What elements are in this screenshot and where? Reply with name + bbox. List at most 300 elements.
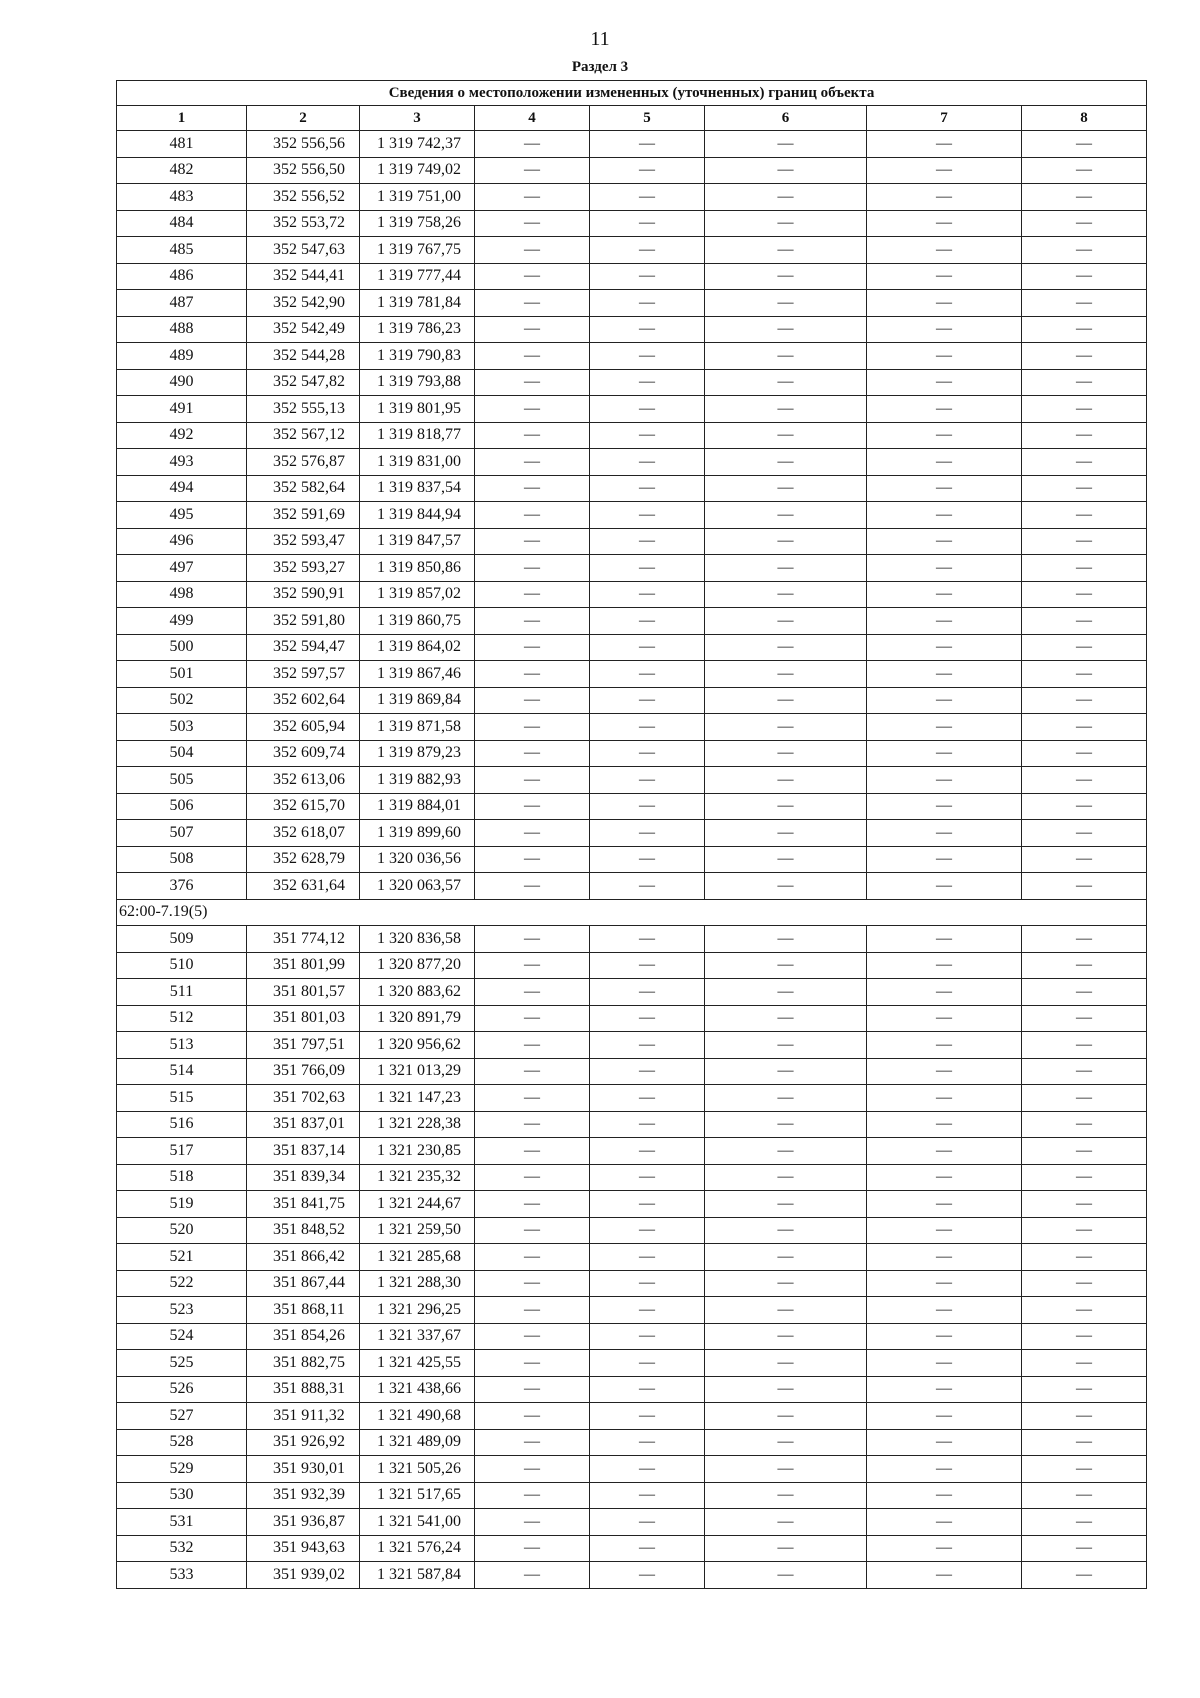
coordinate-x: 352 613,06	[247, 767, 360, 794]
point-number: 531	[117, 1509, 247, 1536]
coordinate-x: 351 868,11	[247, 1297, 360, 1324]
coordinate-y: 1 321 490,68	[360, 1403, 475, 1430]
point-number: 522	[117, 1270, 247, 1297]
dash-cell-col-5: —	[590, 1058, 705, 1085]
coordinate-x: 352 547,82	[247, 369, 360, 396]
dash-cell-col-6: —	[705, 952, 867, 979]
point-number: 490	[117, 369, 247, 396]
dash-cell-col-4: —	[475, 661, 590, 688]
dash-cell-col-8: —	[1022, 1058, 1147, 1085]
dash-cell-col-8: —	[1022, 369, 1147, 396]
dash-cell-col-5: —	[590, 316, 705, 343]
dash-cell-col-5: —	[590, 952, 705, 979]
dash-cell-col-5: —	[590, 343, 705, 370]
table-row	[117, 634, 1147, 661]
dash-cell-col-4: —	[475, 1376, 590, 1403]
table-row	[117, 661, 1147, 688]
column-number-3: 3	[360, 106, 475, 131]
dash-cell-col-8: —	[1022, 820, 1147, 847]
dash-cell-col-7: —	[867, 1376, 1022, 1403]
dash-cell-col-4: —	[475, 714, 590, 741]
table-row	[117, 873, 1147, 900]
dash-cell-col-8: —	[1022, 449, 1147, 476]
coordinate-y: 1 320 883,62	[360, 979, 475, 1006]
dash-cell-col-5: —	[590, 1138, 705, 1165]
dash-cell-col-5: —	[590, 1350, 705, 1377]
dash-cell-col-6: —	[705, 1085, 867, 1112]
table-row	[117, 793, 1147, 820]
dash-cell-col-8: —	[1022, 502, 1147, 529]
point-number: 510	[117, 952, 247, 979]
coordinate-y: 1 319 869,84	[360, 687, 475, 714]
coordinate-x: 352 602,64	[247, 687, 360, 714]
coordinate-y: 1 320 891,79	[360, 1005, 475, 1032]
dash-cell-col-5: —	[590, 528, 705, 555]
dash-cell-col-6: —	[705, 131, 867, 158]
coordinate-x: 352 605,94	[247, 714, 360, 741]
point-number: 497	[117, 555, 247, 582]
dash-cell-col-5: —	[590, 1323, 705, 1350]
coordinate-x: 352 631,64	[247, 873, 360, 900]
dash-cell-col-4: —	[475, 581, 590, 608]
dash-cell-col-8: —	[1022, 767, 1147, 794]
column-number-6: 6	[705, 106, 867, 131]
dash-cell-col-7: —	[867, 767, 1022, 794]
dash-cell-col-5: —	[590, 1191, 705, 1218]
coordinate-x: 351 839,34	[247, 1164, 360, 1191]
group-label-row	[117, 899, 1147, 926]
dash-cell-col-5: —	[590, 1562, 705, 1589]
coordinate-y: 1 321 259,50	[360, 1217, 475, 1244]
dash-cell-col-8: —	[1022, 1005, 1147, 1032]
dash-cell-col-4: —	[475, 237, 590, 264]
table-row	[117, 1297, 1147, 1324]
dash-cell-col-8: —	[1022, 1138, 1147, 1165]
dash-cell-col-8: —	[1022, 1111, 1147, 1138]
coordinate-x: 352 567,12	[247, 422, 360, 449]
coordinate-y: 1 319 790,83	[360, 343, 475, 370]
coordinate-x: 351 837,14	[247, 1138, 360, 1165]
dash-cell-col-4: —	[475, 422, 590, 449]
dash-cell-col-8: —	[1022, 210, 1147, 237]
coordinate-y: 1 319 879,23	[360, 740, 475, 767]
table-row	[117, 1111, 1147, 1138]
dash-cell-col-5: —	[590, 1376, 705, 1403]
point-number: 491	[117, 396, 247, 423]
coordinate-y: 1 319 899,60	[360, 820, 475, 847]
dash-cell-col-6: —	[705, 475, 867, 502]
dash-cell-col-6: —	[705, 343, 867, 370]
coordinate-y: 1 319 742,37	[360, 131, 475, 158]
coordinate-y: 1 319 781,84	[360, 290, 475, 317]
table-row	[117, 131, 1147, 158]
dash-cell-col-6: —	[705, 396, 867, 423]
coordinate-x: 352 593,27	[247, 555, 360, 582]
dash-cell-col-4: —	[475, 979, 590, 1006]
coordinate-y: 1 319 751,00	[360, 184, 475, 211]
coordinate-y: 1 319 844,94	[360, 502, 475, 529]
coordinate-y: 1 319 801,95	[360, 396, 475, 423]
point-number: 496	[117, 528, 247, 555]
coordinate-y: 1 321 425,55	[360, 1350, 475, 1377]
dash-cell-col-7: —	[867, 1111, 1022, 1138]
group-label: 62:00-7.19(5)	[117, 899, 1147, 926]
coordinate-y: 1 319 864,02	[360, 634, 475, 661]
dash-cell-col-4: —	[475, 1429, 590, 1456]
dash-cell-col-6: —	[705, 263, 867, 290]
dash-cell-col-7: —	[867, 793, 1022, 820]
dash-cell-col-7: —	[867, 740, 1022, 767]
dash-cell-col-8: —	[1022, 793, 1147, 820]
dash-cell-col-6: —	[705, 608, 867, 635]
point-number: 503	[117, 714, 247, 741]
dash-cell-col-7: —	[867, 475, 1022, 502]
dash-cell-col-6: —	[705, 1323, 867, 1350]
dash-cell-col-5: —	[590, 740, 705, 767]
dash-cell-col-7: —	[867, 449, 1022, 476]
dash-cell-col-8: —	[1022, 979, 1147, 1006]
point-number: 512	[117, 1005, 247, 1032]
dash-cell-col-5: —	[590, 555, 705, 582]
dash-cell-col-6: —	[705, 1164, 867, 1191]
dash-cell-col-5: —	[590, 157, 705, 184]
dash-cell-col-7: —	[867, 422, 1022, 449]
dash-cell-col-4: —	[475, 528, 590, 555]
dash-cell-col-4: —	[475, 316, 590, 343]
dash-cell-col-7: —	[867, 926, 1022, 953]
coordinate-x: 352 593,47	[247, 528, 360, 555]
dash-cell-col-7: —	[867, 820, 1022, 847]
coordinate-y: 1 321 235,32	[360, 1164, 475, 1191]
dash-cell-col-7: —	[867, 555, 1022, 582]
dash-cell-col-8: —	[1022, 687, 1147, 714]
dash-cell-col-7: —	[867, 1085, 1022, 1112]
dash-cell-col-6: —	[705, 1270, 867, 1297]
table-row	[117, 316, 1147, 343]
dash-cell-col-4: —	[475, 502, 590, 529]
dash-cell-col-7: —	[867, 952, 1022, 979]
dash-cell-col-6: —	[705, 449, 867, 476]
dash-cell-col-4: —	[475, 873, 590, 900]
dash-cell-col-7: —	[867, 316, 1022, 343]
dash-cell-col-5: —	[590, 926, 705, 953]
dash-cell-col-5: —	[590, 1482, 705, 1509]
dash-cell-col-5: —	[590, 1244, 705, 1271]
dash-cell-col-5: —	[590, 1032, 705, 1059]
coordinate-y: 1 321 489,09	[360, 1429, 475, 1456]
coordinate-x: 352 555,13	[247, 396, 360, 423]
point-number: 481	[117, 131, 247, 158]
coordinate-x: 351 866,42	[247, 1244, 360, 1271]
coordinate-y: 1 321 244,67	[360, 1191, 475, 1218]
dash-cell-col-7: —	[867, 581, 1022, 608]
dash-cell-col-5: —	[590, 873, 705, 900]
dash-cell-col-6: —	[705, 1244, 867, 1271]
point-number: 487	[117, 290, 247, 317]
dash-cell-col-4: —	[475, 1058, 590, 1085]
point-number: 519	[117, 1191, 247, 1218]
dash-cell-col-4: —	[475, 1191, 590, 1218]
coordinate-y: 1 321 288,30	[360, 1270, 475, 1297]
coordinate-x: 351 801,99	[247, 952, 360, 979]
dash-cell-col-7: —	[867, 1403, 1022, 1430]
dash-cell-col-5: —	[590, 661, 705, 688]
coordinate-x: 352 544,41	[247, 263, 360, 290]
dash-cell-col-4: —	[475, 1535, 590, 1562]
coordinate-x: 351 801,03	[247, 1005, 360, 1032]
dash-cell-col-7: —	[867, 687, 1022, 714]
dash-cell-col-6: —	[705, 820, 867, 847]
coordinate-y: 1 319 850,86	[360, 555, 475, 582]
column-number-5: 5	[590, 106, 705, 131]
dash-cell-col-4: —	[475, 1456, 590, 1483]
dash-cell-col-7: —	[867, 396, 1022, 423]
coordinate-y: 1 319 867,46	[360, 661, 475, 688]
dash-cell-col-7: —	[867, 1429, 1022, 1456]
table-row	[117, 1058, 1147, 1085]
dash-cell-col-5: —	[590, 449, 705, 476]
dash-cell-col-8: —	[1022, 316, 1147, 343]
dash-cell-col-4: —	[475, 1403, 590, 1430]
coordinate-x: 351 939,02	[247, 1562, 360, 1589]
table-row	[117, 1164, 1147, 1191]
table-row	[117, 767, 1147, 794]
table-row	[117, 687, 1147, 714]
dash-cell-col-5: —	[590, 1297, 705, 1324]
dash-cell-col-7: —	[867, 210, 1022, 237]
coordinate-y: 1 320 877,20	[360, 952, 475, 979]
dash-cell-col-4: —	[475, 157, 590, 184]
table-body	[117, 131, 1147, 1589]
dash-cell-col-4: —	[475, 131, 590, 158]
point-number: 506	[117, 793, 247, 820]
point-number: 498	[117, 581, 247, 608]
dash-cell-col-8: —	[1022, 1456, 1147, 1483]
point-number: 493	[117, 449, 247, 476]
dash-cell-col-8: —	[1022, 1191, 1147, 1218]
point-number: 507	[117, 820, 247, 847]
table-row	[117, 979, 1147, 1006]
dash-cell-col-5: —	[590, 1509, 705, 1536]
table-row	[117, 1323, 1147, 1350]
table-row	[117, 1085, 1147, 1112]
dash-cell-col-4: —	[475, 475, 590, 502]
dash-cell-col-4: —	[475, 263, 590, 290]
coordinate-y: 1 319 767,75	[360, 237, 475, 264]
dash-cell-col-7: —	[867, 1323, 1022, 1350]
point-number: 482	[117, 157, 247, 184]
dash-cell-col-7: —	[867, 263, 1022, 290]
table-row	[117, 528, 1147, 555]
dash-cell-col-4: —	[475, 687, 590, 714]
coordinate-x: 352 542,49	[247, 316, 360, 343]
point-number: 533	[117, 1562, 247, 1589]
dash-cell-col-4: —	[475, 1482, 590, 1509]
dash-cell-col-8: —	[1022, 237, 1147, 264]
dash-cell-col-5: —	[590, 1085, 705, 1112]
coordinate-x: 351 867,44	[247, 1270, 360, 1297]
dash-cell-col-5: —	[590, 793, 705, 820]
column-number-8: 8	[1022, 106, 1147, 131]
dash-cell-col-5: —	[590, 1456, 705, 1483]
table-row	[117, 926, 1147, 953]
coordinate-x: 351 930,01	[247, 1456, 360, 1483]
dash-cell-col-5: —	[590, 608, 705, 635]
table-row	[117, 1244, 1147, 1271]
dash-cell-col-8: —	[1022, 926, 1147, 953]
column-number-1: 1	[117, 106, 247, 131]
column-number-4: 4	[475, 106, 590, 131]
dash-cell-col-7: —	[867, 661, 1022, 688]
coordinate-x: 351 702,63	[247, 1085, 360, 1112]
coordinate-x: 351 854,26	[247, 1323, 360, 1350]
dash-cell-col-4: —	[475, 767, 590, 794]
point-number: 530	[117, 1482, 247, 1509]
table-row	[117, 237, 1147, 264]
table-row	[117, 475, 1147, 502]
table-row	[117, 263, 1147, 290]
coordinate-y: 1 321 541,00	[360, 1509, 475, 1536]
coordinate-x: 352 544,28	[247, 343, 360, 370]
point-number: 514	[117, 1058, 247, 1085]
table-row	[117, 846, 1147, 873]
dash-cell-col-8: —	[1022, 873, 1147, 900]
dash-cell-col-7: —	[867, 1350, 1022, 1377]
dash-cell-col-4: —	[475, 634, 590, 661]
dash-cell-col-8: —	[1022, 475, 1147, 502]
table-row	[117, 820, 1147, 847]
dash-cell-col-5: —	[590, 396, 705, 423]
point-number: 486	[117, 263, 247, 290]
dash-cell-col-6: —	[705, 1138, 867, 1165]
dash-cell-col-7: —	[867, 237, 1022, 264]
dash-cell-col-4: —	[475, 555, 590, 582]
dash-cell-col-5: —	[590, 820, 705, 847]
coordinate-x: 351 848,52	[247, 1217, 360, 1244]
table-row	[117, 1535, 1147, 1562]
dash-cell-col-7: —	[867, 1032, 1022, 1059]
dash-cell-col-5: —	[590, 184, 705, 211]
dash-cell-col-5: —	[590, 237, 705, 264]
dash-cell-col-6: —	[705, 1562, 867, 1589]
dash-cell-col-6: —	[705, 1482, 867, 1509]
table-row	[117, 184, 1147, 211]
dash-cell-col-8: —	[1022, 1297, 1147, 1324]
dash-cell-col-7: —	[867, 1509, 1022, 1536]
point-number: 511	[117, 979, 247, 1006]
dash-cell-col-6: —	[705, 316, 867, 343]
dash-cell-col-7: —	[867, 1297, 1022, 1324]
point-number: 516	[117, 1111, 247, 1138]
coordinate-y: 1 321 576,24	[360, 1535, 475, 1562]
dash-cell-col-6: —	[705, 290, 867, 317]
coordinate-x: 352 553,72	[247, 210, 360, 237]
point-number: 485	[117, 237, 247, 264]
point-number: 504	[117, 740, 247, 767]
coordinate-x: 352 582,64	[247, 475, 360, 502]
dash-cell-col-8: —	[1022, 157, 1147, 184]
point-number: 513	[117, 1032, 247, 1059]
dash-cell-col-5: —	[590, 1403, 705, 1430]
coordinate-x: 351 943,63	[247, 1535, 360, 1562]
coordinate-x: 352 556,50	[247, 157, 360, 184]
coordinate-x: 351 801,57	[247, 979, 360, 1006]
coordinate-x: 351 841,75	[247, 1191, 360, 1218]
dash-cell-col-4: —	[475, 290, 590, 317]
table-row	[117, 1138, 1147, 1165]
point-number: 500	[117, 634, 247, 661]
dash-cell-col-4: —	[475, 952, 590, 979]
dash-cell-col-8: —	[1022, 1509, 1147, 1536]
table-row	[117, 157, 1147, 184]
table-row	[117, 1403, 1147, 1430]
dash-cell-col-6: —	[705, 210, 867, 237]
dash-cell-col-4: —	[475, 210, 590, 237]
dash-cell-col-4: —	[475, 1323, 590, 1350]
table-row	[117, 1456, 1147, 1483]
dash-cell-col-6: —	[705, 369, 867, 396]
dash-cell-col-4: —	[475, 1032, 590, 1059]
dash-cell-col-8: —	[1022, 1482, 1147, 1509]
dash-cell-col-8: —	[1022, 1376, 1147, 1403]
dash-cell-col-6: —	[705, 502, 867, 529]
dash-cell-col-4: —	[475, 1350, 590, 1377]
point-number: 499	[117, 608, 247, 635]
column-number-2: 2	[247, 106, 360, 131]
dash-cell-col-8: —	[1022, 1164, 1147, 1191]
dash-cell-col-6: —	[705, 1111, 867, 1138]
coordinate-x: 351 888,31	[247, 1376, 360, 1403]
dash-cell-col-5: —	[590, 687, 705, 714]
table-row	[117, 1376, 1147, 1403]
dash-cell-col-8: —	[1022, 290, 1147, 317]
coordinate-x: 352 615,70	[247, 793, 360, 820]
dash-cell-col-4: —	[475, 1005, 590, 1032]
table-row	[117, 1217, 1147, 1244]
coordinate-y: 1 320 836,58	[360, 926, 475, 953]
dash-cell-col-6: —	[705, 581, 867, 608]
coordinate-x: 352 609,74	[247, 740, 360, 767]
dash-cell-col-6: —	[705, 1403, 867, 1430]
dash-cell-col-7: —	[867, 873, 1022, 900]
point-number: 494	[117, 475, 247, 502]
dash-cell-col-8: —	[1022, 634, 1147, 661]
dash-cell-col-7: —	[867, 157, 1022, 184]
table-row	[117, 1032, 1147, 1059]
point-number: 523	[117, 1297, 247, 1324]
dash-cell-col-6: —	[705, 793, 867, 820]
point-number: 532	[117, 1535, 247, 1562]
table-row	[117, 422, 1147, 449]
coordinate-x: 351 837,01	[247, 1111, 360, 1138]
table-row	[117, 714, 1147, 741]
coordinate-y: 1 320 036,56	[360, 846, 475, 873]
table-row	[117, 1429, 1147, 1456]
coordinate-x: 352 576,87	[247, 449, 360, 476]
table-row	[117, 740, 1147, 767]
table-row	[117, 1270, 1147, 1297]
coordinate-x: 352 590,91	[247, 581, 360, 608]
coordinate-y: 1 321 013,29	[360, 1058, 475, 1085]
point-number: 501	[117, 661, 247, 688]
coordinate-y: 1 319 882,93	[360, 767, 475, 794]
dash-cell-col-8: —	[1022, 714, 1147, 741]
dash-cell-col-6: —	[705, 1032, 867, 1059]
dash-cell-col-8: —	[1022, 184, 1147, 211]
dash-cell-col-5: —	[590, 1270, 705, 1297]
table-row	[117, 396, 1147, 423]
coordinate-y: 1 319 837,54	[360, 475, 475, 502]
